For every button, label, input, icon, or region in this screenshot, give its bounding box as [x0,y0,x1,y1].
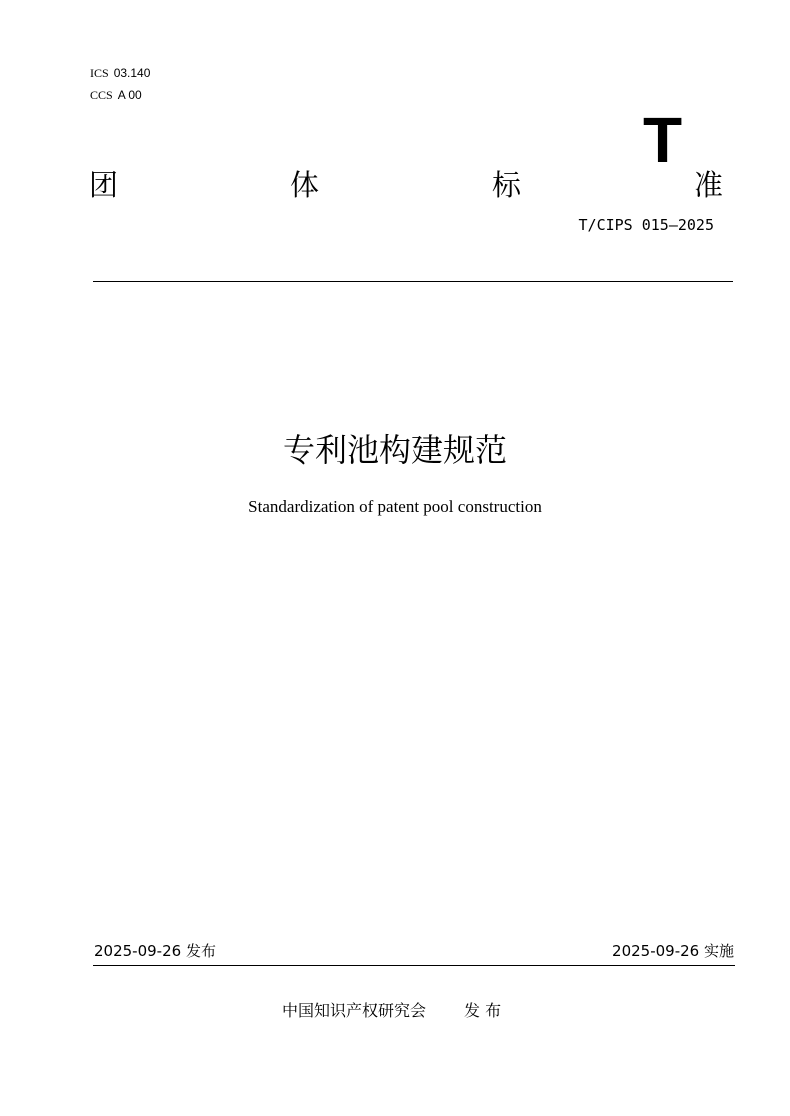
ccs-label: CCS [90,88,113,102]
ccs-value: A 00 [117,88,142,102]
header-divider [93,281,733,282]
issue-date: 2025-09-26 发布 [94,942,216,960]
standard-type-char: 团 [89,168,119,202]
ics-label: ICS [90,66,109,80]
standard-type-letter: T [643,104,683,176]
publisher-line [282,1001,501,1021]
ics-value: 03.140 [113,66,151,80]
standard-type-char: 准 [694,168,724,202]
ics-classification [90,66,150,80]
standard-number: T/CIPS 015—2025 [578,216,714,234]
footer-divider [93,965,735,966]
standard-type-char: 体 [290,168,320,202]
standard-type-char: 标 [492,168,522,202]
implementation-date: 2025-09-26 实施 [612,942,734,960]
document-title-english: Standardization of patent pool construction [248,497,542,516]
publisher-name: 中国知识产权研究会 [282,1001,427,1020]
document-title-chinese: 专利池构建规范 [282,431,507,469]
ccs-classification [90,88,142,102]
publisher-action: 发 布 [464,1001,502,1020]
